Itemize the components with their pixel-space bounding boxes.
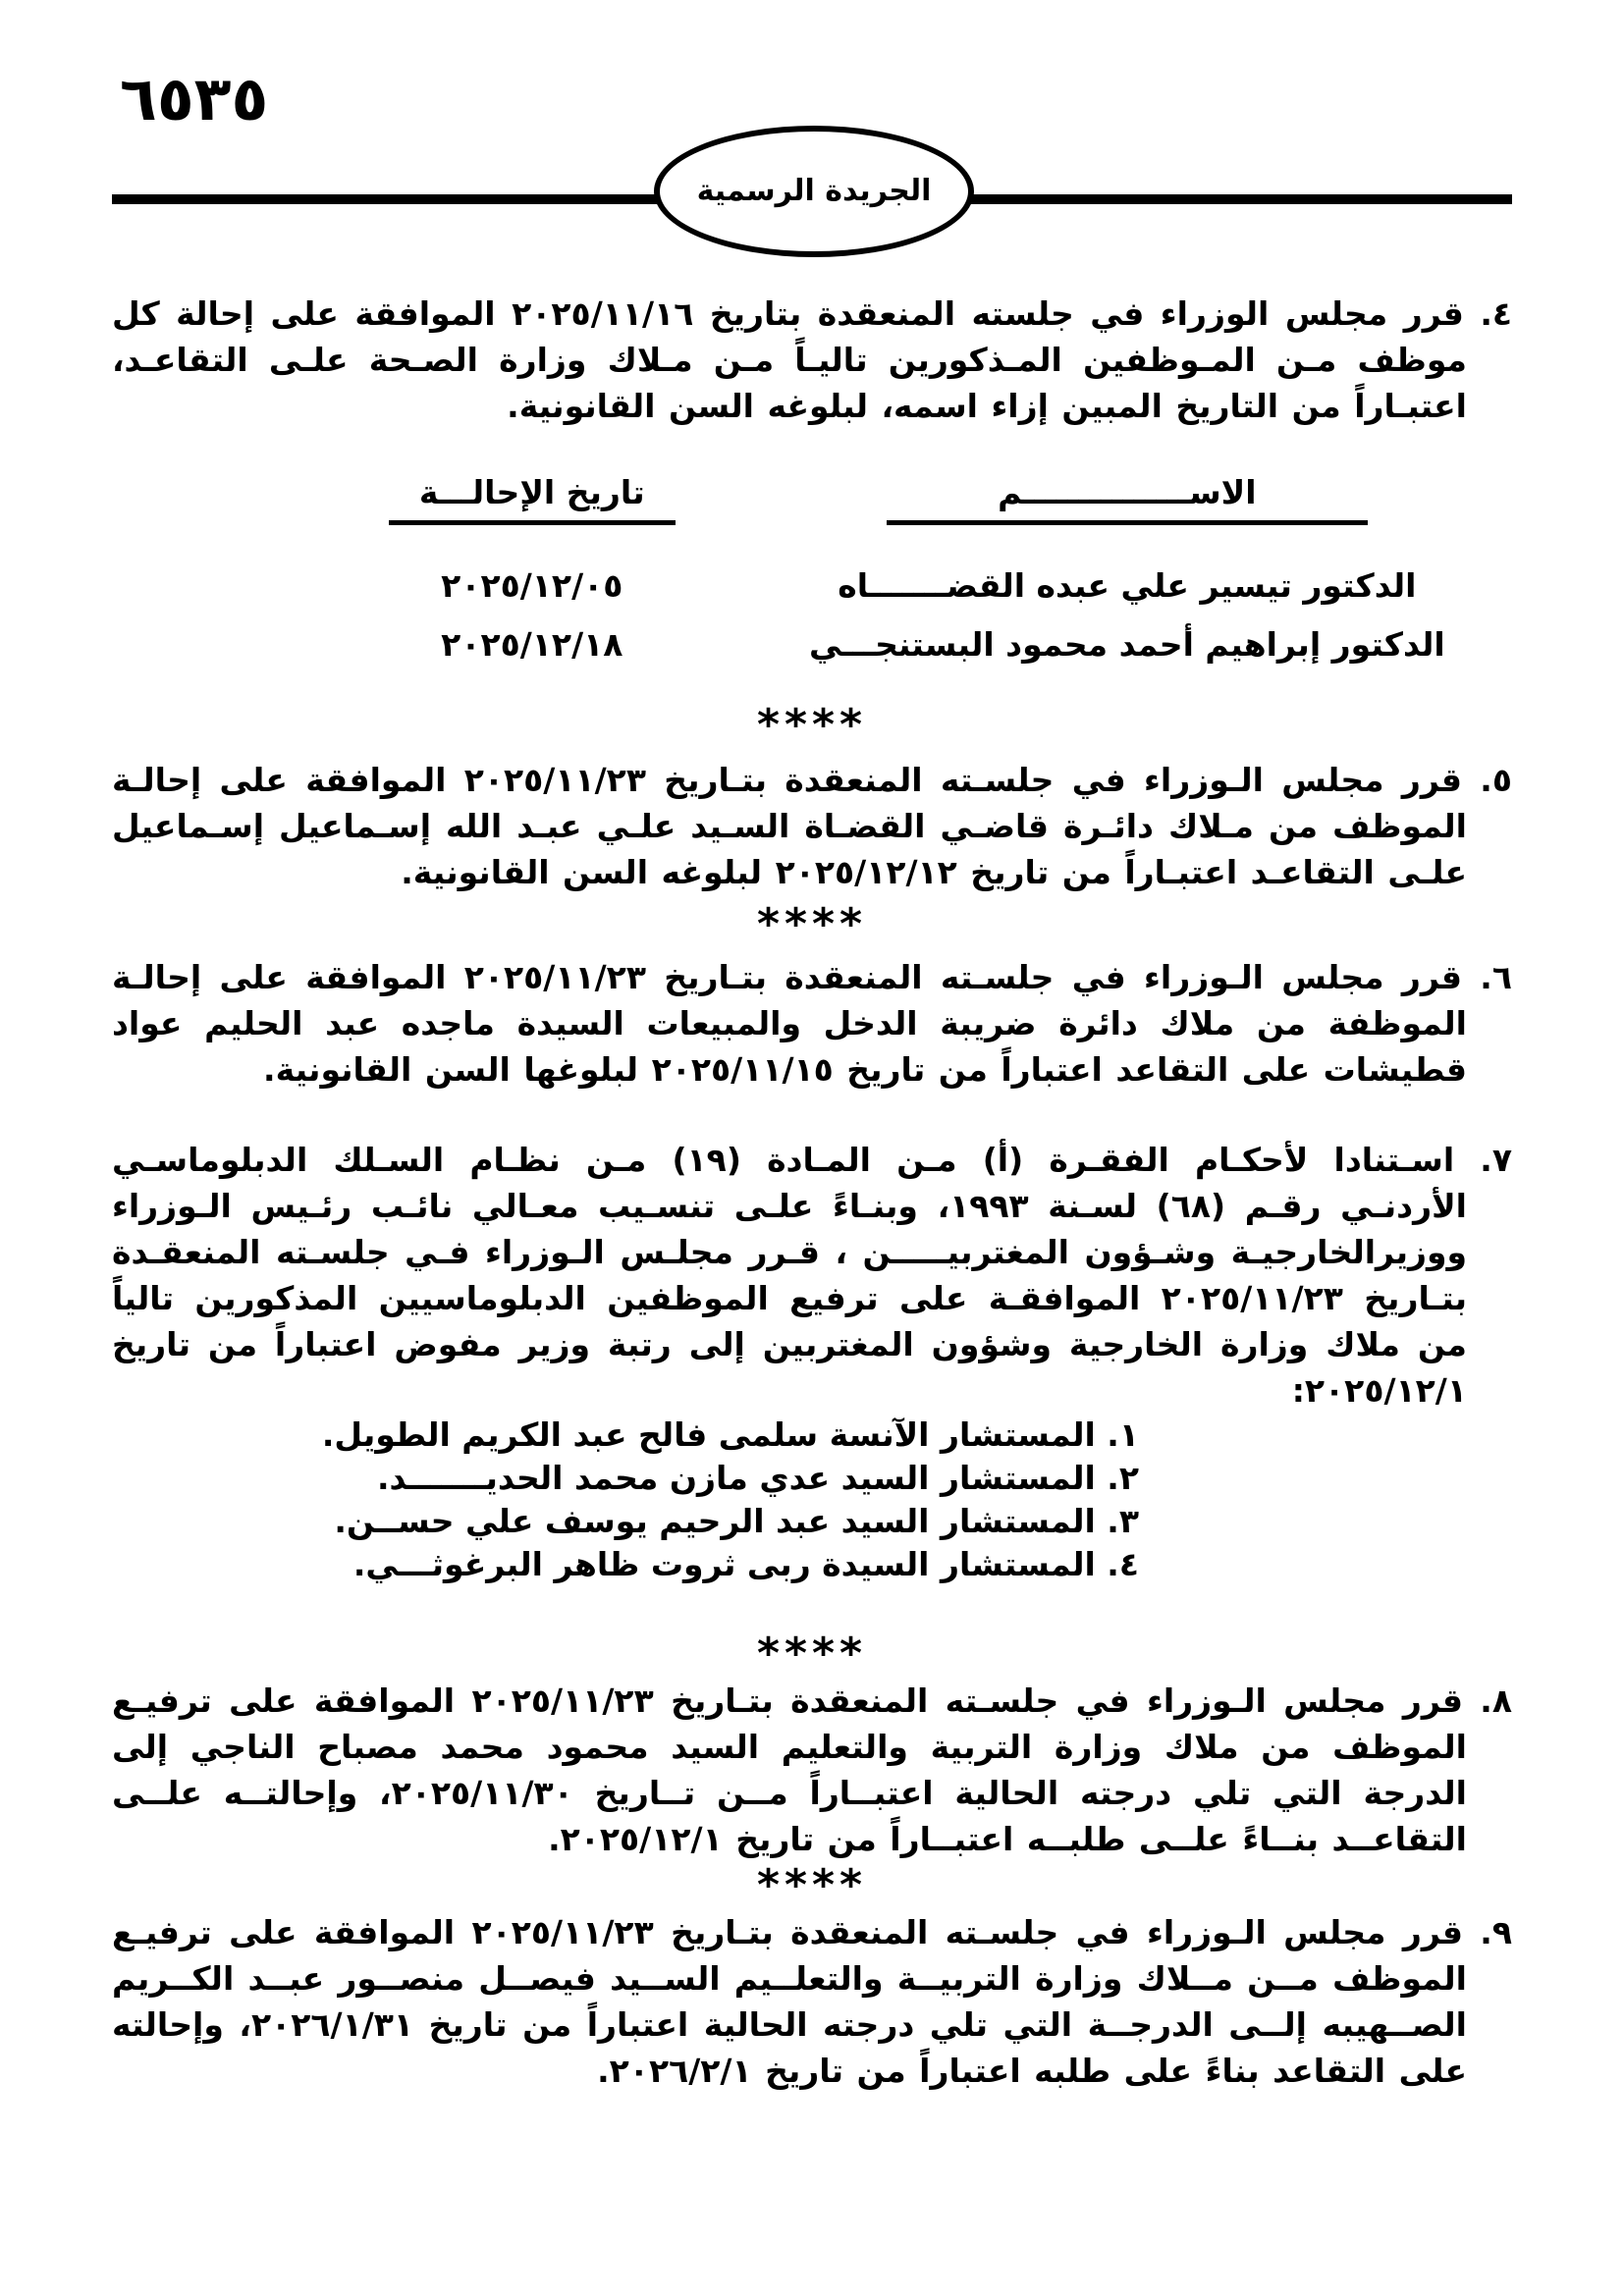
table-row <box>112 615 1512 674</box>
decision-paragraph-8: ٨. قرر مجلس الـوزراء في جلسـته المنعقدة بتـاريخ ٢٠٢٥/١١/٢٣ الموافقة على ترفيـع الموظف من ملاك وزارة التربية والتعليم السيد محمود محمد مصباح الناجي إلى الدرجة التي تلي درجته الحالية اعتبــاراً مــن تــاريخ ٢٠٢٥/١١/٣٠، وإحالتــه علــى التقاعــد بنــاءً علــى طلبــه اعتبــاراً من تاريخ ٢٠٢٥/١٢/١. <box>112 1682 1513 1858</box>
stars-separator: **** <box>756 700 868 750</box>
referral-date: ٢٠٢٥/١٢/١٨ <box>441 625 623 664</box>
document-body <box>112 0 1512 2094</box>
table-header-name-cell <box>742 468 1512 525</box>
promotion-list <box>112 1414 1251 1586</box>
decision-paragraph-9: ٩. قرر مجلس الـوزراء في جلسـته المنعقدة بتـاريخ ٢٠٢٥/١١/٢٣ الموافقة على ترفيـع الموظف مــن مــلاك وزارة التربيــة والتعلــيم الســيد فيصــل منصــور عبــد الكــريم الصــهيبه إلــى الدرجــة التي تلي درجته الحالية اعتباراً من تاريخ ٢٠٢٦/١/٣١، وإحالته على التقاعد بناءً على طلبه اعتباراً من تاريخ ٢٠٢٦/٢/١. <box>112 1913 1513 2090</box>
referral-table <box>112 468 1512 674</box>
page-number: ٦٥٣٥ <box>120 63 269 134</box>
table-header-date-cell <box>322 468 742 525</box>
stars-separator: **** <box>756 1860 868 1910</box>
gazette-title: الجريدة الرسمية <box>696 174 932 208</box>
decision-paragraph-6: ٦. قرر مجلس الـوزراء في جلسـته المنعقدة بتـاريخ ٢٠٢٥/١١/٢٣ الموافقة على إحالـة الموظفة من ملاك دائرة ضريبة الدخل والمبيعات السيدة ماجده عبد الحليم عواد قطيشات على التقاعد اعتباراً من تاريخ ٢٠٢٥/١١/١٥ لبلوغها السن القانونية. <box>112 958 1513 1089</box>
referral-date: ٢٠٢٥/١٢/٠٥ <box>441 566 623 605</box>
stars-separator: **** <box>756 899 868 949</box>
list-item: ١. المستشار الآنسة سلمى فالح عبد الكريم الطويل. <box>321 1415 1139 1454</box>
table-rows <box>112 557 1512 674</box>
list-item: ٣. المستشار السيد عبد الرحيم يوسف علي حســن. <box>334 1502 1139 1540</box>
employee-name: الدكتور إبراهيم أحمد محمود البستنجـــي <box>808 625 1445 664</box>
table-row <box>112 557 1512 615</box>
decision-paragraph-4: ٤. قرر مجلس الوزراء في جلسته المنعقدة بتاريخ ٢٠٢٥/١١/١٦ الموافقة على إحالة كل موظف مـن المـوظفين المـذكورين تاليـاً مـن مـلاك وزارة الصـحة علـى التقاعـد، اعتبـاراً من التاريخ المبين إزاء اسمه، لبلوغه السن القانونية. <box>112 294 1513 425</box>
table-header-date: تاريخ الإحالـــة <box>389 468 676 525</box>
table-header-row <box>112 468 1512 525</box>
list-item: ٤. المستشار السيدة ربى ثروت ظاهر البرغوثـــي. <box>352 1545 1139 1583</box>
table-header-name: الاســـــــــــــــم <box>887 468 1368 525</box>
employee-name: الدكتور تيسير علي عبده القضـــــــاه <box>838 566 1417 605</box>
decision-paragraph-5: ٥. قرر مجلس الـوزراء في جلسـته المنعقدة بتـاريخ ٢٠٢٥/١١/٢٣ الموافقة على إحالـة الموظف من مـلاك دائـرة قاضـي القضـاة السـيد علـي عبـد الله إسـماعيل إسـماعيل علـى التقاعـد اعتبـاراً من تاريخ ٢٠٢٥/١٢/١٢ لبلوغه السن القانونية. <box>112 761 1513 891</box>
gazette-title-oval <box>654 126 974 257</box>
list-item: ٢. المستشار السيد عدي مازن محمد الحديـــــــد. <box>376 1459 1139 1497</box>
decision-paragraph-7: ٧. اسـتنادا لأحكـام الفقـرة (أ) مـن المـادة (١٩) مـن نظـام السـلك الدبلوماسـي الأردنـي رقـم (٦٨) لسـنة ١٩٩٣، وبنـاءً علـى تنسـيب معـالي نائـب رئـيس الـوزراء ووزيرالخارجيـة وشـؤون المغتربيـــــن ، قـرر مجلـس الـوزراء فـي جلسـته المنعقـدة بتـاريخ ٢٠٢٥/١١/٢٣ الموافقـة على ترفيع الموظفين الدبلوماسيين المذكورين تالياً من ملاك وزارة الخارجية وشؤون المغتربين إلى رتبة وزير مفوض اعتباراً من تاريخ ٢٠٢٥/١٢/١: <box>112 1141 1513 1410</box>
stars-separator: **** <box>756 1629 868 1679</box>
